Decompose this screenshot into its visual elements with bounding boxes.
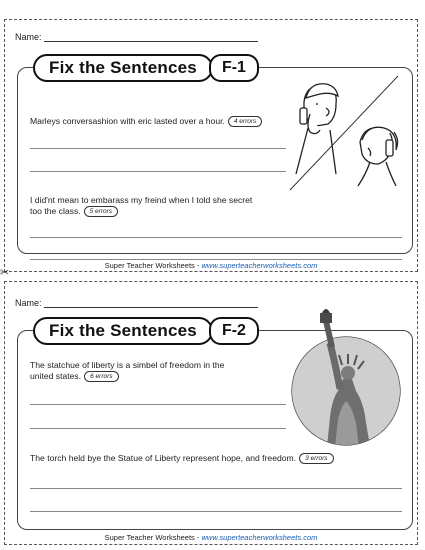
worksheet-code: F-2 xyxy=(221,322,246,339)
error-count-badge: 4 errors xyxy=(228,116,262,127)
worksheet-card-2 xyxy=(4,281,418,545)
code-box xyxy=(209,317,259,345)
writing-line[interactable] xyxy=(30,428,286,429)
writing-line[interactable] xyxy=(30,488,402,489)
title-box xyxy=(33,317,213,345)
error-count-badge: 6 errors xyxy=(84,371,118,382)
name-row xyxy=(15,298,258,308)
worksheet-title xyxy=(33,54,259,82)
footer-link[interactable]: www.superteacherworksheets.com xyxy=(201,261,318,270)
name-label: Name: xyxy=(15,32,42,42)
name-row xyxy=(15,32,258,42)
name-field[interactable] xyxy=(44,32,258,42)
worksheet-code: F-1 xyxy=(221,59,246,76)
writing-line[interactable] xyxy=(30,404,286,405)
writing-line[interactable] xyxy=(30,511,402,512)
worksheet-card-1 xyxy=(4,19,418,272)
sentence-2 xyxy=(30,195,252,217)
phone-call-illustration xyxy=(286,74,408,192)
exercise-panel xyxy=(17,321,413,530)
title-text: Fix the Sentences xyxy=(49,58,197,77)
sentence-text-line-2: too the class. xyxy=(30,206,81,216)
title-box xyxy=(33,54,213,82)
title-text: Fix the Sentences xyxy=(49,321,197,340)
name-label: Name: xyxy=(15,298,42,308)
statue-of-liberty-image xyxy=(286,307,406,457)
error-count-badge: 5 errors xyxy=(84,206,118,217)
sentence-text: The torch held bye the Statue of Liberty represent hope, and freedom. xyxy=(30,453,297,463)
sentence-text-line-2: united states. xyxy=(30,371,82,381)
footer-link[interactable]: www.superteacherworksheets.com xyxy=(201,533,318,542)
exercise-panel xyxy=(17,58,413,254)
footer-text: Super Teacher Worksheets - xyxy=(104,533,202,542)
worksheet-title xyxy=(33,317,259,345)
footer xyxy=(5,261,417,270)
sentence-1 xyxy=(30,360,224,382)
name-field[interactable] xyxy=(44,298,258,308)
writing-line[interactable] xyxy=(30,171,286,172)
writing-line[interactable] xyxy=(30,148,286,149)
writing-line[interactable] xyxy=(30,237,402,238)
sentence-1 xyxy=(30,116,262,127)
error-count-badge: 3 errors xyxy=(299,453,333,464)
sentence-text: Marleys conversashion with eric lasted over a hour. xyxy=(30,116,225,126)
sentence-text-line-1: I did'nt mean to embarass my freind when I told she secret xyxy=(30,195,253,205)
code-box xyxy=(209,54,259,82)
writing-line[interactable] xyxy=(30,259,402,260)
footer-text: Super Teacher Worksheets - xyxy=(104,261,202,270)
footer xyxy=(5,533,417,542)
sentence-text-line-1: The statchue of liberty is a simbel of freedom in the xyxy=(30,360,225,370)
scissors-icon: ✂ xyxy=(0,267,10,279)
sentence-2 xyxy=(30,453,334,464)
